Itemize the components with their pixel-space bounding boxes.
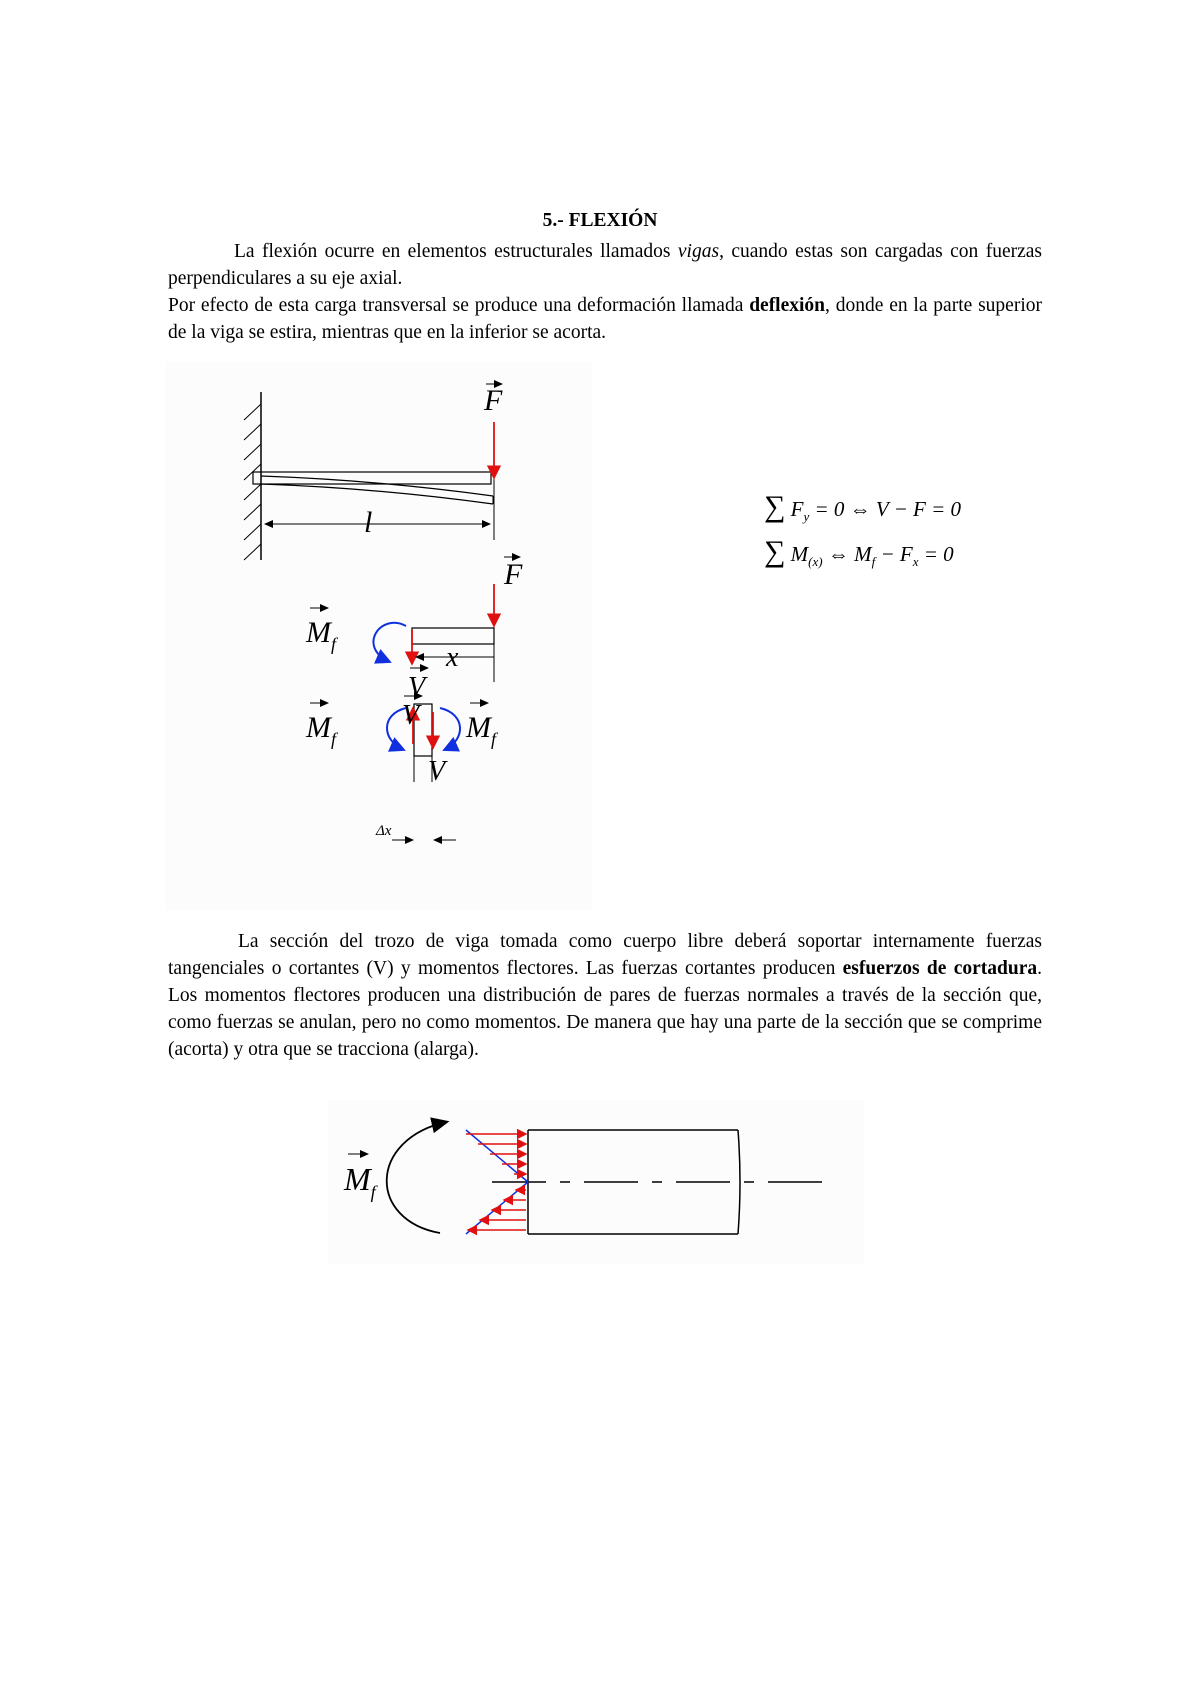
eq2-mid: ⇔ M [822,542,872,566]
para3-text-b: . Los momentos flectores producen una distribución de pares de fuerzas normales a través de la sección que, como fuerzas se anulan, pero no como momentos. De manera que hay una parte de la sección que se comprime (acorta) y otra que se tracciona (alarga). [168,958,1042,1060]
para3-text-a: La sección del trozo de viga tomada como cuerpo libre deberá soportar internamente fuerzas tangenciales o cortantes (V) y momentos flectores. Las fuerzas cortantes producen [168,931,1042,979]
eq2-minus-sub: x [912,554,919,570]
shear-label-bottom: V [428,756,446,787]
eq2-lhs: M [790,542,809,566]
para2-text-b: , donde en la parte superior de la viga se estira, mientras que en la inferior se acorta. [168,295,1042,343]
length-label: l [364,506,373,539]
para2-text-a: Por efecto de esta carga transversal se produce una deformación llamada [168,295,750,316]
beam [253,460,494,540]
moment-arrow-right [440,708,460,750]
eq2-lhs-sub: (x) [808,554,823,570]
sum-symbol-2: ∑ [764,535,786,568]
para1-text-a: La flexión ocurre en elementos estructurales llamados [234,241,678,262]
moment-curl-arrow [387,1122,446,1233]
moment-label-right: $M_f$ [466,711,497,749]
shear-label-top: V [402,700,420,731]
eq1-rest: = 0 ⇔ V − F = 0 [809,497,962,521]
eq2-mid-sub: f [871,554,876,570]
tension-arrows [466,1134,526,1174]
sum-symbol-1: ∑ [764,490,786,523]
beam-diagram [166,362,592,910]
moment-label-1: $M_f$ [306,616,337,654]
moment-arrow-1 [373,623,406,662]
compression-arrows [468,1190,526,1230]
para2-bold-term: deflexión [749,295,826,316]
equation-force-sum [764,490,961,525]
para1-text-b: , cuando estas son cargadas con fuerzas perpendiculares a su eje axial. [168,241,1043,289]
eq2-end: = 0 [918,542,954,566]
moment-label-left: $M_f$ [306,711,337,749]
force-label-2: F [504,558,523,591]
moment-label: $M_f$ [344,1161,376,1202]
paragraph-intro [168,238,1042,292]
stress-distribution-diagram [328,1100,864,1264]
delta-x-label: Δx [376,823,392,839]
section-title: 5.- FLEXIÓN [542,210,658,231]
eq1-lhs-sub: y [803,509,810,525]
paragraph-section [168,928,1042,1063]
force-label: F [484,384,503,417]
para1-italic-term: vigas [677,241,720,262]
shear-label-1: V [408,672,426,703]
eq1-lhs: F [790,497,804,521]
x-label: x [446,642,459,673]
eq2-minus: − F [875,542,913,566]
paragraph-deflection [168,292,1042,346]
equation-moment-sum [764,535,954,570]
para3-bold-term: esfuerzos de cortadura [842,958,1038,979]
